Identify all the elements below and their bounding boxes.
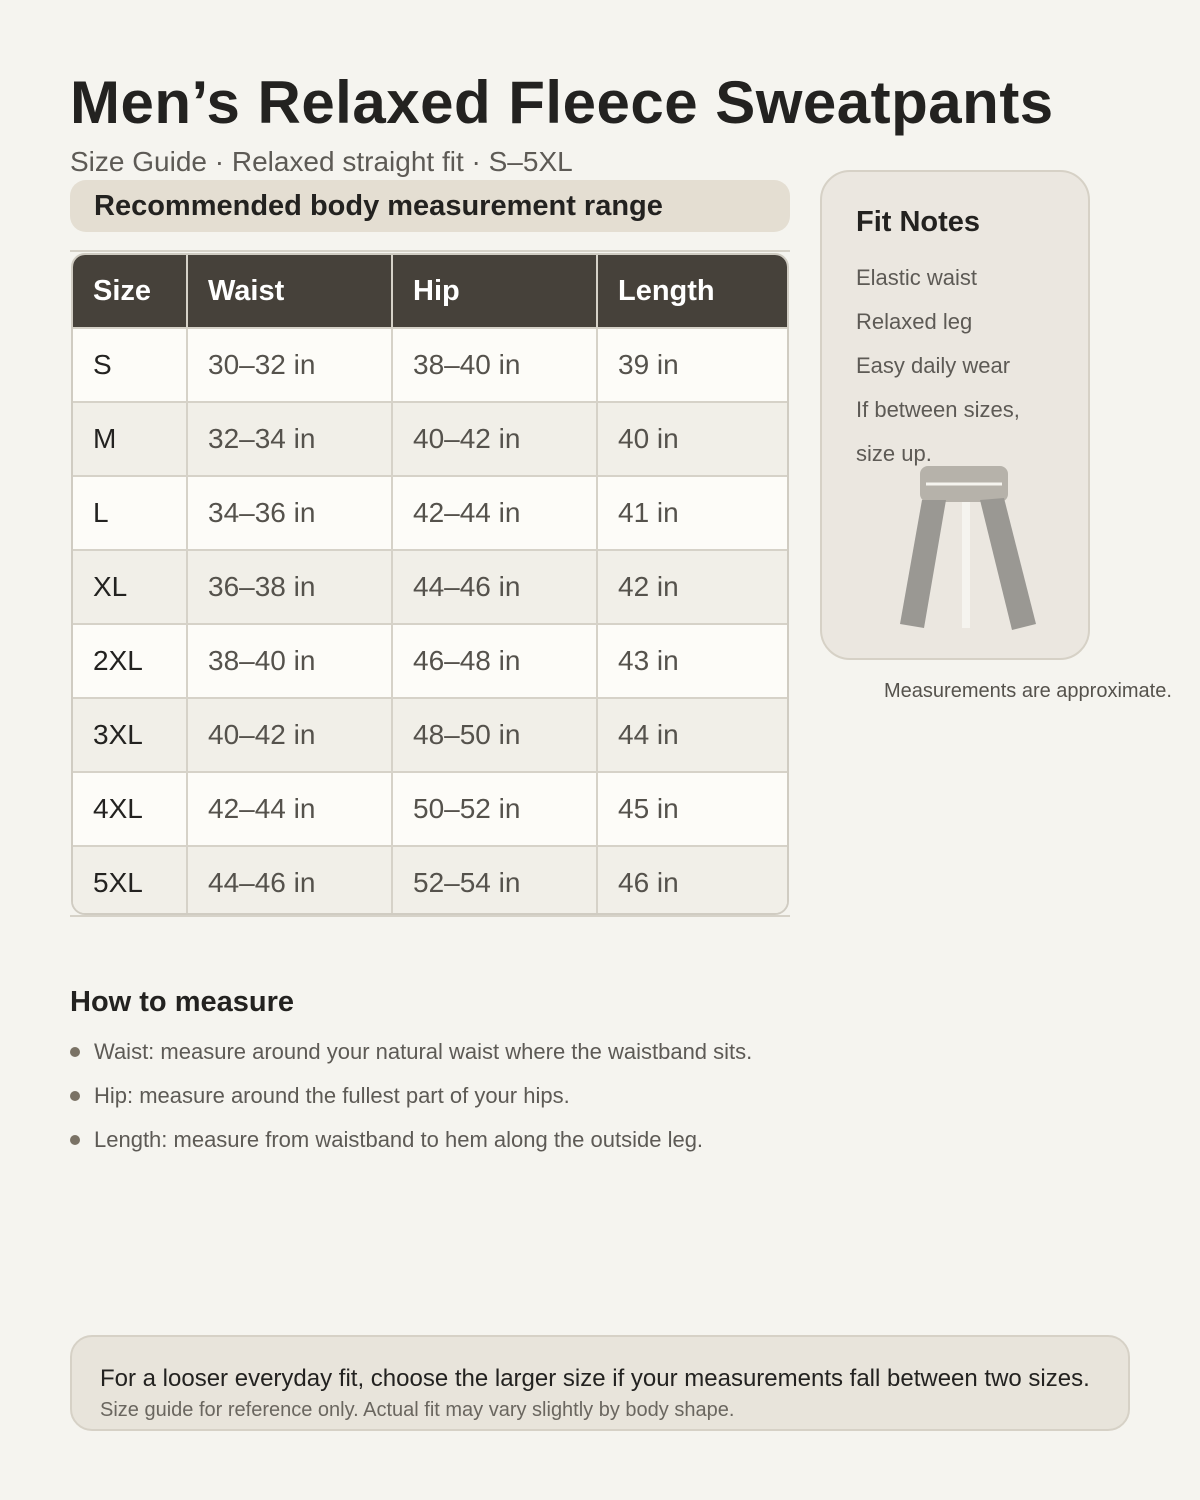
length-cell: 41 in [597, 476, 787, 550]
length-cell: 46 in [597, 846, 787, 915]
how-to-measure-list [70, 1030, 752, 1162]
sweatpants-icon [900, 464, 1040, 634]
fit-notes-card [820, 170, 1090, 660]
table-row [73, 772, 787, 846]
range-banner-label: Recommended body measurement range [94, 189, 663, 222]
table-row [73, 402, 787, 476]
table-row [73, 846, 787, 915]
table-row [73, 698, 787, 772]
fit-note-item: Easy daily wear [856, 353, 1011, 378]
hip-cell: 52–54 in [392, 846, 597, 915]
fit-note-item: size up. [856, 441, 932, 466]
bullet-icon [70, 1135, 80, 1145]
approximate-note: Measurements are approximate. [884, 680, 1172, 702]
length-cell: 44 in [597, 698, 787, 772]
how-to-measure-title: How to measure [70, 986, 294, 1018]
hip-cell: 50–52 in [392, 772, 597, 846]
length-cell: 42 in [597, 550, 787, 624]
length-cell: 40 in [597, 402, 787, 476]
size-cell: M [73, 402, 187, 476]
footer-note [70, 1335, 1130, 1431]
length-cell: 45 in [597, 772, 787, 846]
waist-cell: 30–32 in [187, 328, 392, 402]
measure-instruction: Waist: measure around your natural waist where the waistband sits. [94, 1039, 753, 1064]
size-table [73, 255, 787, 915]
hip-cell: 48–50 in [392, 698, 597, 772]
waist-cell: 38–40 in [187, 624, 392, 698]
footer-disclaimer: Size guide for reference only. Actual fit may vary slightly by body shape. [100, 1399, 735, 1421]
measure-instruction: Hip: measure around the fullest part of your hips. [94, 1083, 570, 1108]
header-length: Length [597, 255, 787, 328]
fit-notes-title: Fit Notes [856, 206, 981, 238]
size-table-section [70, 250, 790, 917]
measure-instruction: Length: measure from waistband to hem along the outside leg. [94, 1127, 704, 1152]
hip-cell: 42–44 in [392, 476, 597, 550]
bullet-icon [70, 1091, 80, 1101]
size-cell: 3XL [73, 698, 187, 772]
header-hip: Hip [392, 255, 597, 328]
list-item [70, 1074, 752, 1118]
page-title: Men’s Relaxed Fleece Sweatpants [70, 69, 1054, 136]
header-size: Size [73, 255, 187, 328]
fit-note-item: Relaxed leg [856, 309, 973, 334]
hip-cell: 38–40 in [392, 328, 597, 402]
size-cell: 5XL [73, 846, 187, 915]
waist-cell: 44–46 in [187, 846, 392, 915]
hip-cell: 40–42 in [392, 402, 597, 476]
size-cell: S [73, 328, 187, 402]
list-item [70, 1118, 752, 1162]
waist-cell: 42–44 in [187, 772, 392, 846]
waist-cell: 32–34 in [187, 402, 392, 476]
table-row [73, 328, 787, 402]
waist-cell: 34–36 in [187, 476, 392, 550]
waist-cell: 36–38 in [187, 550, 392, 624]
bullet-icon [70, 1047, 80, 1057]
size-cell: L [73, 476, 187, 550]
fit-note-item: If between sizes, [856, 397, 1020, 422]
range-banner [70, 180, 790, 232]
length-cell: 39 in [597, 328, 787, 402]
table-row [73, 550, 787, 624]
size-cell: 4XL [73, 772, 187, 846]
fit-notes-list [856, 256, 1020, 476]
table-row [73, 624, 787, 698]
table-row [73, 476, 787, 550]
size-cell: 2XL [73, 624, 187, 698]
waist-cell: 40–42 in [187, 698, 392, 772]
size-table-container [71, 253, 789, 915]
size-cell: XL [73, 550, 187, 624]
table-header-row [73, 255, 787, 328]
hip-cell: 46–48 in [392, 624, 597, 698]
page-subtitle: Size Guide · Relaxed straight fit · S–5XL [70, 146, 573, 177]
length-cell: 43 in [597, 624, 787, 698]
footer-main-text: For a looser everyday fit, choose the larger size if your measurements fall between two sizes. [100, 1365, 1090, 1392]
list-item [70, 1030, 752, 1074]
fit-note-item: Elastic waist [856, 265, 978, 290]
hip-cell: 44–46 in [392, 550, 597, 624]
header-waist: Waist [187, 255, 392, 328]
